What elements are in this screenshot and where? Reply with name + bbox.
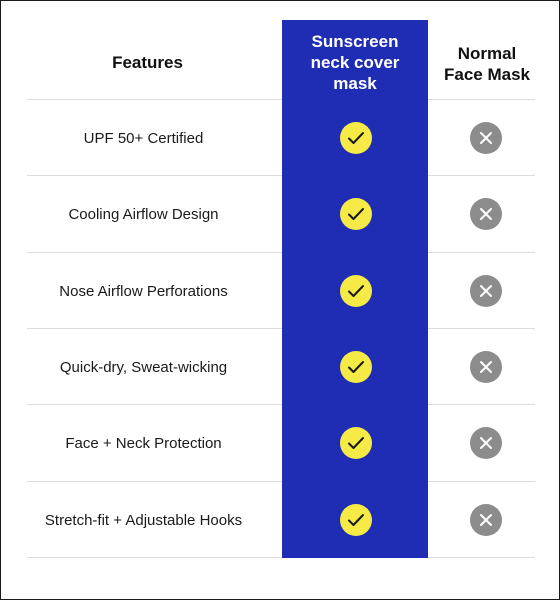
table-row	[27, 100, 535, 176]
feature-label: Face + Neck Protection	[65, 434, 222, 452]
check-icon	[340, 198, 372, 230]
check-icon	[340, 275, 372, 307]
feature-label: Quick-dry, Sweat-wicking	[59, 358, 228, 376]
normal-header-line: Face Mask	[444, 65, 530, 84]
table-row	[27, 405, 535, 481]
cross-icon	[470, 427, 502, 459]
sunscreen-header-line: Sunscreen	[311, 32, 399, 51]
sunscreen-header-line: mask	[333, 74, 377, 93]
table-row	[27, 329, 535, 405]
cross-icon	[470, 351, 502, 383]
sunscreen-column-header	[282, 31, 428, 94]
cross-icon	[470, 504, 502, 536]
normal-header-line: Normal	[457, 44, 517, 63]
check-icon	[340, 351, 372, 383]
cross-icon	[470, 275, 502, 307]
cross-icon	[470, 198, 502, 230]
table-row	[27, 253, 535, 329]
table-row	[27, 482, 535, 558]
sunscreen-header-line: neck cover	[310, 53, 400, 72]
check-icon	[340, 122, 372, 154]
check-icon	[340, 427, 372, 459]
feature-label: Nose Airflow Perforations	[59, 282, 228, 300]
features-column-header: Features	[112, 53, 183, 72]
table-row	[27, 176, 535, 252]
normal-mask-column-header	[428, 43, 546, 85]
feature-label: Stretch-fit + Adjustable Hooks	[44, 511, 243, 529]
cross-icon	[470, 122, 502, 154]
feature-label: UPF 50+ Certified	[83, 129, 204, 147]
check-icon	[340, 504, 372, 536]
feature-label: Cooling Airflow Design	[68, 205, 219, 223]
